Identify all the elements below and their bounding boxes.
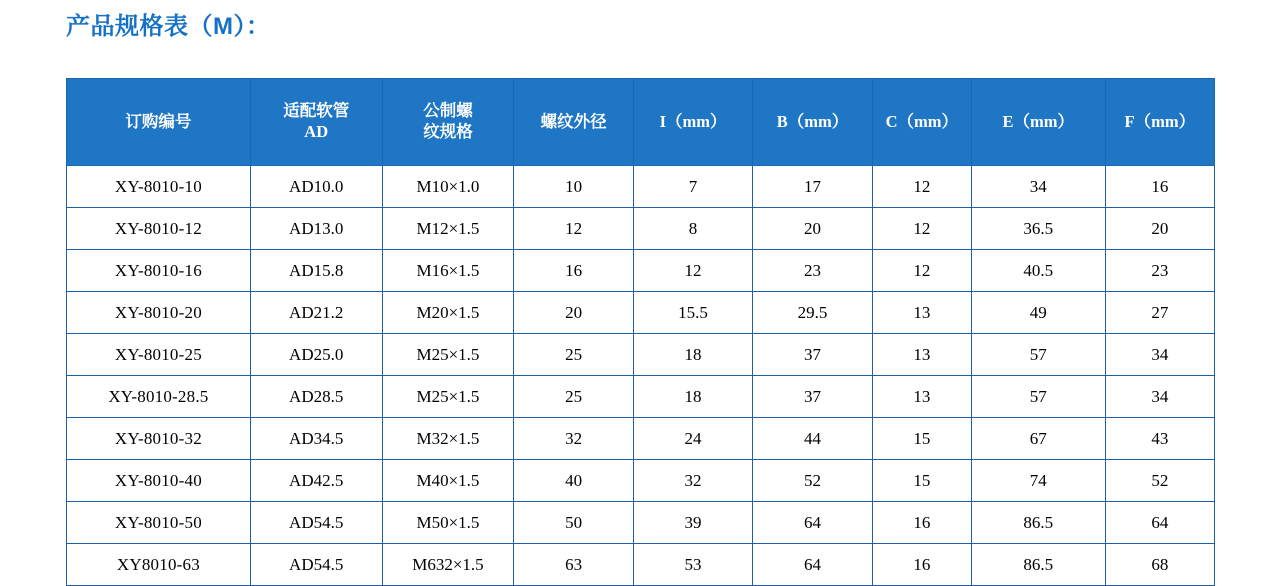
cell-i: 53 [633,544,752,586]
cell-b: 29.5 [753,292,872,334]
cell-c: 12 [872,166,971,208]
cell-order-number: XY-8010-16 [67,250,251,292]
cell-thread-outer-diameter: 16 [514,250,633,292]
table-row [67,292,1215,334]
cell-e: 67 [971,418,1105,460]
cell-b: 64 [753,544,872,586]
table-row [67,502,1215,544]
column-header-line: I（mm） [659,111,727,131]
cell-f: 23 [1105,250,1214,292]
cell-i: 39 [633,502,752,544]
column-header-line: 适配软管 [283,101,350,121]
cell-hose-ad: AD21.2 [250,292,382,334]
cell-f: 68 [1105,544,1214,586]
column-header-line: 螺纹外径 [540,111,607,131]
cell-hose-ad: AD10.0 [250,166,382,208]
cell-e: 57 [971,376,1105,418]
table-row [67,250,1215,292]
column-header-line: 订购编号 [125,111,192,131]
cell-hose-ad: AD15.8 [250,250,382,292]
cell-i: 32 [633,460,752,502]
cell-thread-spec: M16×1.5 [382,250,514,292]
table-row [67,208,1215,250]
cell-b: 20 [753,208,872,250]
cell-f: 20 [1105,208,1214,250]
cell-b: 52 [753,460,872,502]
cell-thread-outer-diameter: 40 [514,460,633,502]
cell-thread-spec: M32×1.5 [382,418,514,460]
cell-c: 12 [872,250,971,292]
cell-order-number: XY-8010-40 [67,460,251,502]
cell-order-number: XY-8010-10 [67,166,251,208]
column-header-hose-ad [250,79,382,166]
cell-thread-spec: M25×1.5 [382,334,514,376]
cell-i: 15.5 [633,292,752,334]
column-header-line: B（mm） [776,111,849,131]
cell-thread-outer-diameter: 20 [514,292,633,334]
table-head [67,79,1215,166]
cell-hose-ad: AD28.5 [250,376,382,418]
cell-f: 27 [1105,292,1214,334]
cell-thread-outer-diameter: 63 [514,544,633,586]
column-header-metric-thread-spec [382,79,514,166]
cell-order-number: XY-8010-50 [67,502,251,544]
cell-hose-ad: AD25.0 [250,334,382,376]
cell-c: 15 [872,418,971,460]
cell-b: 23 [753,250,872,292]
cell-c: 13 [872,376,971,418]
column-header-line: 纹规格 [423,122,473,141]
cell-f: 52 [1105,460,1214,502]
spec-table-container [66,78,1215,586]
cell-order-number: XY-8010-32 [67,418,251,460]
cell-e: 36.5 [971,208,1105,250]
cell-e: 74 [971,460,1105,502]
cell-thread-spec: M20×1.5 [382,292,514,334]
cell-b: 64 [753,502,872,544]
cell-e: 86.5 [971,544,1105,586]
cell-b: 37 [753,376,872,418]
cell-thread-spec: M40×1.5 [382,460,514,502]
column-header-order-number [67,79,251,166]
cell-c: 13 [872,334,971,376]
cell-b: 17 [753,166,872,208]
page-title: 产品规格表（M）： [66,13,271,40]
cell-hose-ad: AD54.5 [250,544,382,586]
cell-i: 8 [633,208,752,250]
table-row [67,418,1215,460]
column-header-line: C（mm） [885,111,959,131]
cell-f: 43 [1105,418,1214,460]
cell-f: 16 [1105,166,1214,208]
table-row [67,376,1215,418]
cell-order-number: XY-8010-12 [67,208,251,250]
column-header-line: 公制螺 [423,101,473,121]
cell-thread-outer-diameter: 32 [514,418,633,460]
cell-i: 18 [633,376,752,418]
column-header-i-mm [633,79,752,166]
column-header-f-mm [1105,79,1214,166]
cell-i: 24 [633,418,752,460]
cell-e: 86.5 [971,502,1105,544]
cell-thread-spec: M10×1.0 [382,166,514,208]
cell-thread-outer-diameter: 25 [514,334,633,376]
cell-thread-spec: M12×1.5 [382,208,514,250]
cell-f: 64 [1105,502,1214,544]
cell-order-number: XY8010-63 [67,544,251,586]
column-header-c-mm [872,79,971,166]
cell-order-number: XY-8010-28.5 [67,376,251,418]
table-row [67,334,1215,376]
cell-thread-outer-diameter: 10 [514,166,633,208]
cell-order-number: XY-8010-20 [67,292,251,334]
column-header-b-mm [753,79,872,166]
cell-b: 44 [753,418,872,460]
cell-thread-spec: M25×1.5 [382,376,514,418]
cell-e: 40.5 [971,250,1105,292]
cell-c: 15 [872,460,971,502]
table-row [67,166,1215,208]
column-header-line: AD [304,122,329,141]
column-header-line: E（mm） [1002,111,1074,131]
product-spec-table [66,78,1215,586]
cell-c: 13 [872,292,971,334]
column-header-e-mm [971,79,1105,166]
cell-e: 57 [971,334,1105,376]
cell-thread-spec: M632×1.5 [382,544,514,586]
cell-hose-ad: AD13.0 [250,208,382,250]
table-row [67,544,1215,586]
cell-thread-spec: M50×1.5 [382,502,514,544]
cell-e: 49 [971,292,1105,334]
cell-thread-outer-diameter: 25 [514,376,633,418]
cell-hose-ad: AD42.5 [250,460,382,502]
cell-c: 12 [872,208,971,250]
cell-thread-outer-diameter: 50 [514,502,633,544]
column-header-thread-outer-diameter [514,79,633,166]
cell-e: 34 [971,166,1105,208]
cell-c: 16 [872,544,971,586]
cell-b: 37 [753,334,872,376]
cell-i: 7 [633,166,752,208]
cell-hose-ad: AD54.5 [250,502,382,544]
table-body [67,166,1215,586]
cell-i: 12 [633,250,752,292]
cell-hose-ad: AD34.5 [250,418,382,460]
table-header-row [67,79,1215,166]
cell-f: 34 [1105,334,1214,376]
column-header-line: F（mm） [1124,111,1196,131]
cell-thread-outer-diameter: 12 [514,208,633,250]
cell-c: 16 [872,502,971,544]
cell-i: 18 [633,334,752,376]
table-row [67,460,1215,502]
cell-f: 34 [1105,376,1214,418]
cell-order-number: XY-8010-25 [67,334,251,376]
